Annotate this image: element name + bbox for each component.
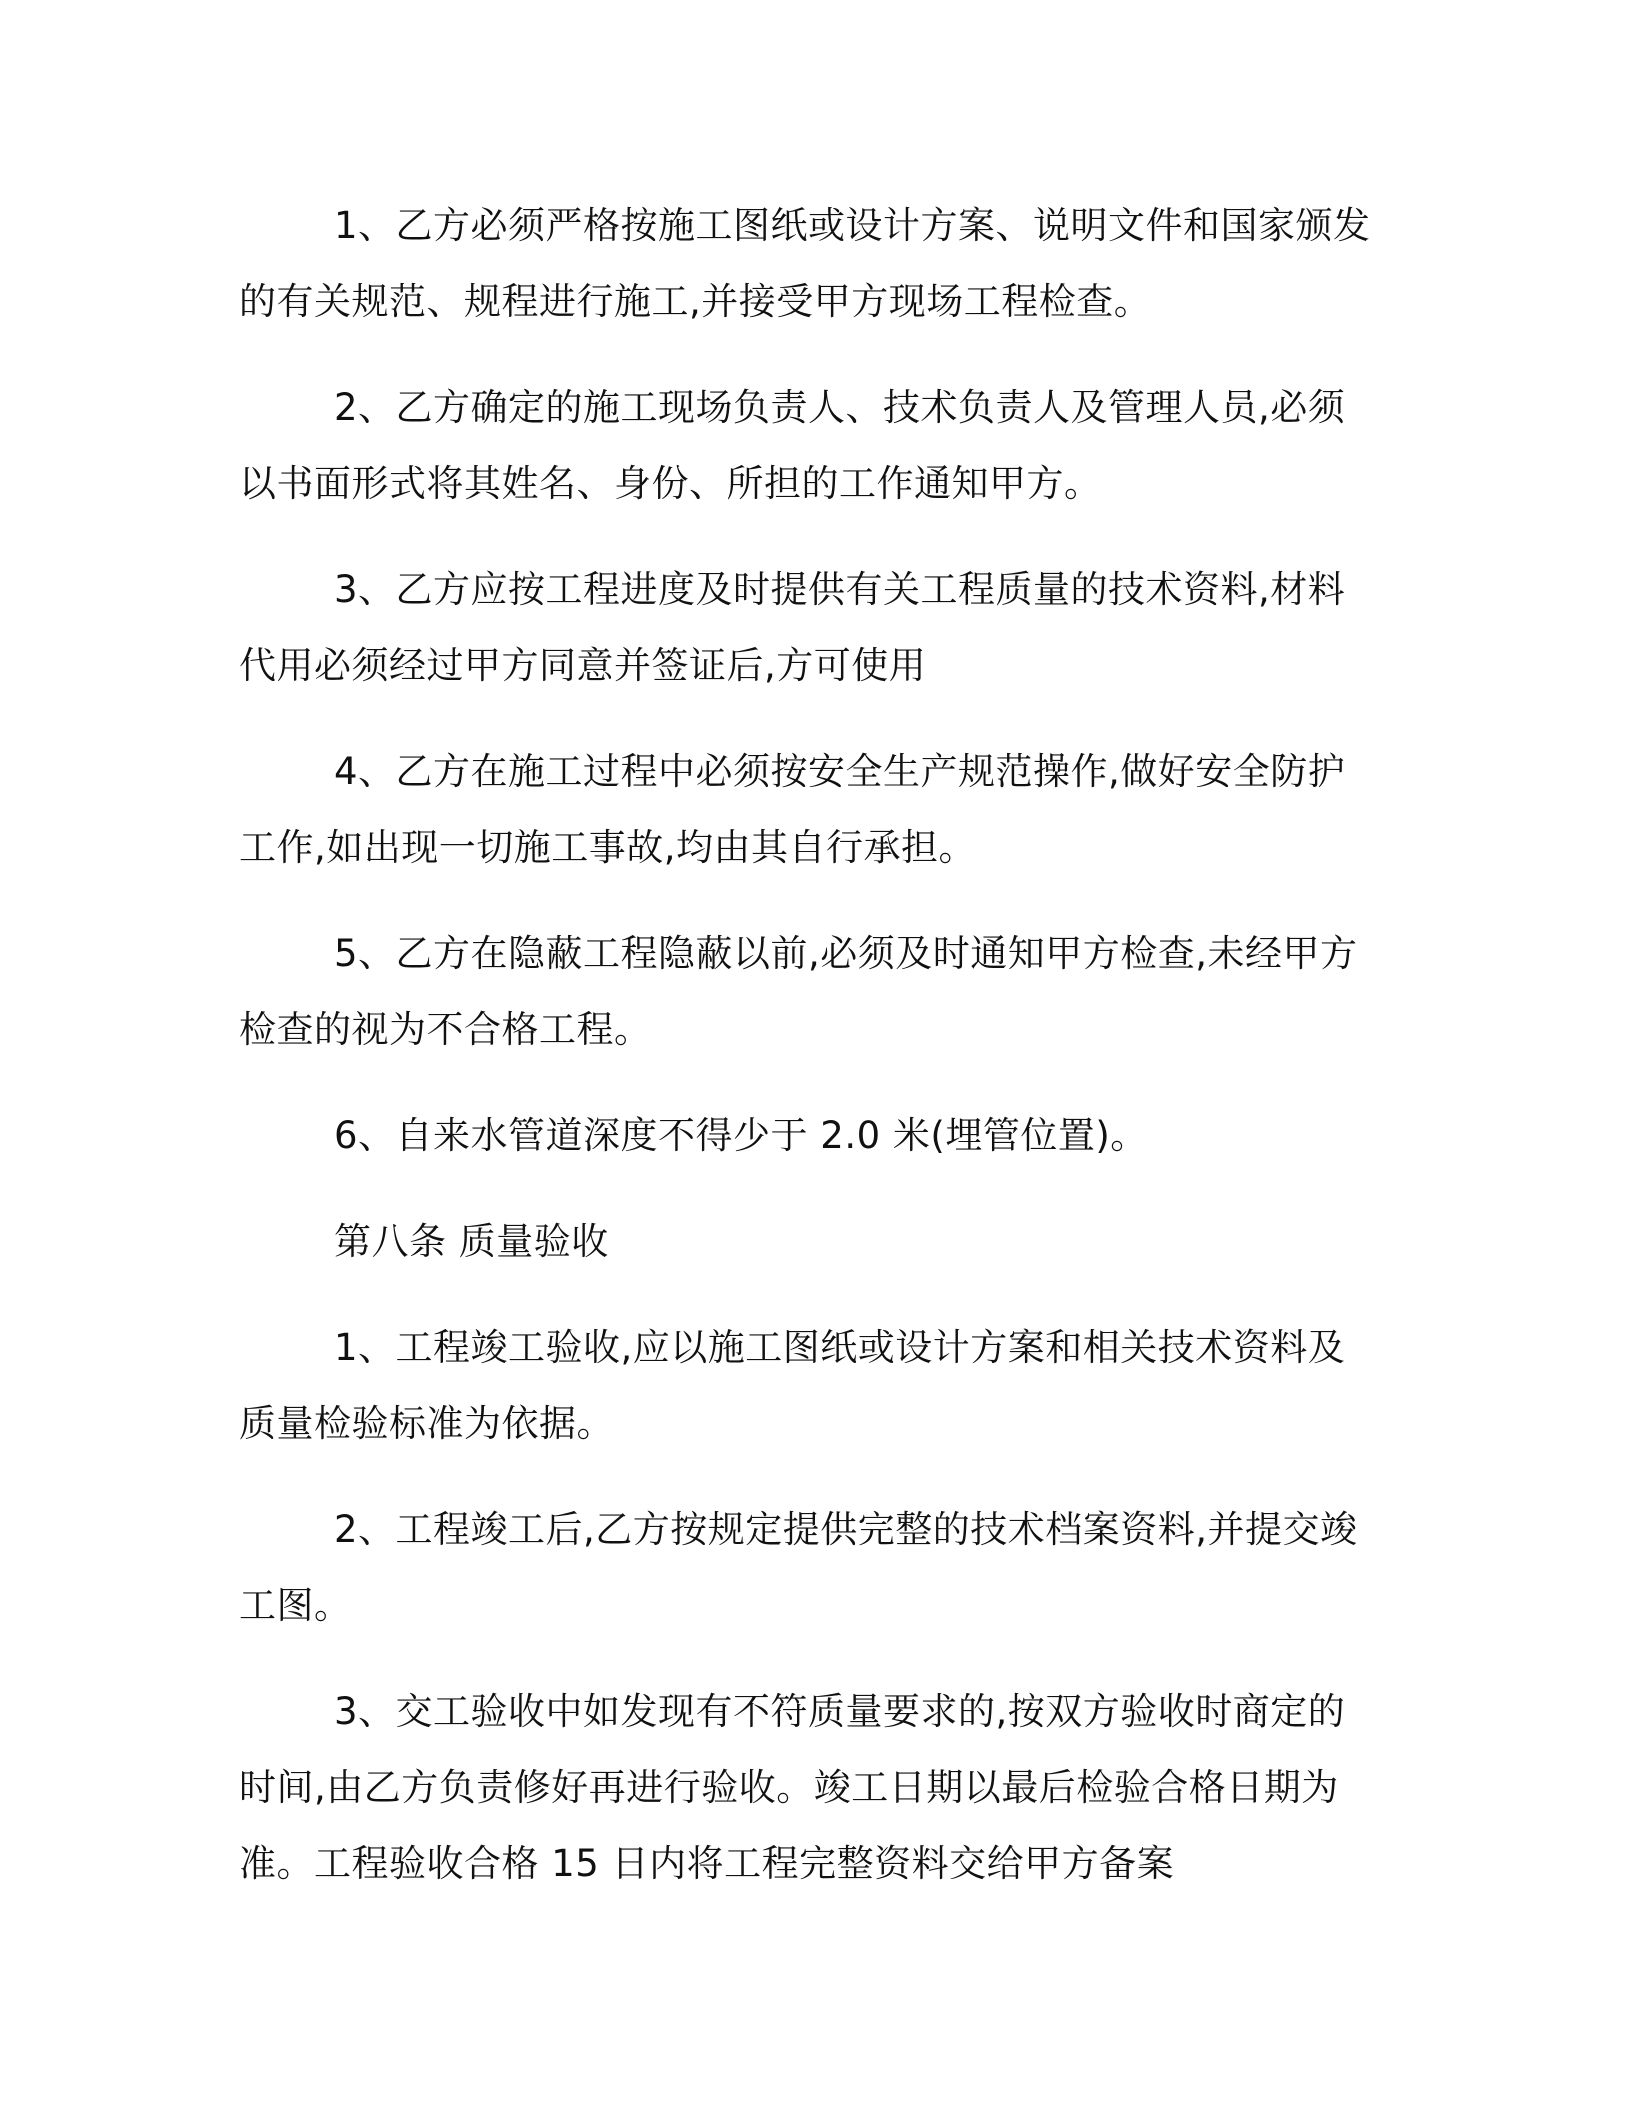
section-heading: 第八条 质量验收 [334, 1220, 609, 1263]
acceptance-paragraph-2: 2、工程竣工后,乙方按规定提供完整的技术档案资料,并提交竣工图。 [239, 1508, 1358, 1627]
clause-paragraph-6: 6、自来水管道深度不得少于 2.0 米(埋管位置)。 [334, 1114, 1148, 1157]
clause-paragraph-4: 4、乙方在施工过程中必须按安全生产规范操作,做好安全防护工作,如出现一切施工事故,均由其自行承担。 [239, 750, 1346, 869]
document-body [239, 188, 1380, 1902]
clause-paragraph-3: 3、乙方应按工程进度及时提供有关工程质量的技术资料,材料代用必须经过甲方同意并签证后,方可使用 [239, 568, 1346, 687]
clause-paragraph-1: 1、乙方必须严格按施工图纸或设计方案、说明文件和国家颁发的有关规范、规程进行施工,并接受甲方现场工程检查。 [239, 204, 1371, 323]
acceptance-paragraph-1: 1、工程竣工验收,应以施工图纸或设计方案和相关技术资料及质量检验标准为依据。 [239, 1326, 1346, 1445]
acceptance-paragraph-3: 3、交工验收中如发现有不符质量要求的,按双方验收时商定的时间,由乙方负责修好再进行验收。竣工日期以最后检验合格日期为准。工程验收合格 15 日内将工程完整资料交给甲方备案 [239, 1690, 1346, 1885]
clause-paragraph-5: 5、乙方在隐蔽工程隐蔽以前,必须及时通知甲方检查,未经甲方检查的视为不合格工程。 [239, 932, 1358, 1051]
clause-paragraph-2: 2、乙方确定的施工现场负责人、技术负责人及管理人员,必须以书面形式将其姓名、身份、所担的工作通知甲方。 [239, 386, 1346, 505]
